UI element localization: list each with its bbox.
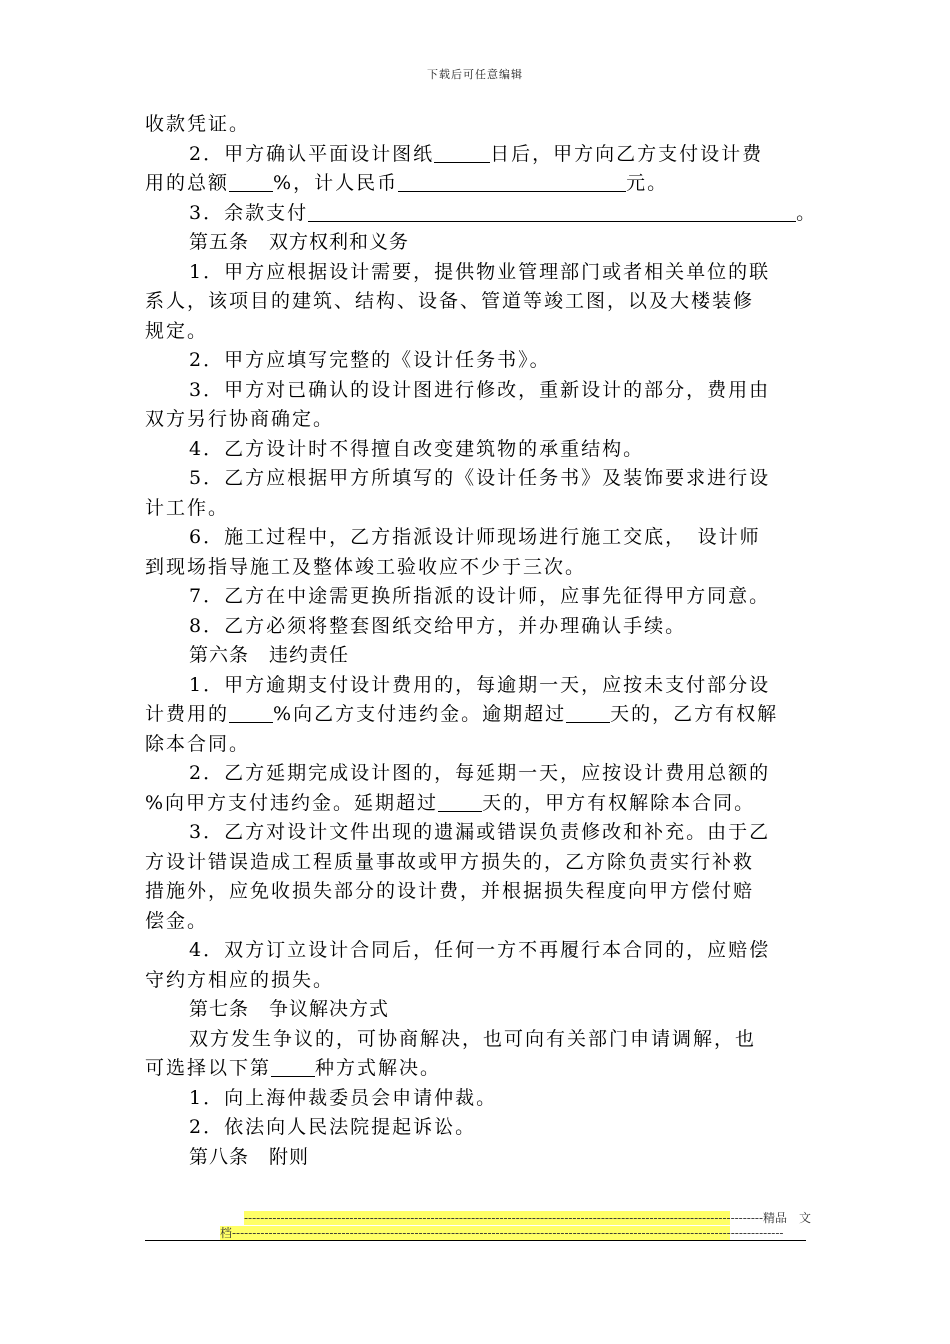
text-segment: 可选择以下第 bbox=[145, 1057, 272, 1079]
section-heading: 第八条 附则 bbox=[189, 1145, 310, 1168]
text-segment: 种方式解决。 bbox=[315, 1057, 442, 1079]
text-line: 措施外，应免收损失部分的设计费，并根据损失程度向甲方偿付赔 bbox=[145, 880, 755, 902]
text-line: 2．甲方应填写完整的《设计任务书》。 bbox=[189, 349, 551, 371]
section-heading: 第五条 双方权利和义务 bbox=[189, 231, 410, 253]
text-line bbox=[145, 1054, 810, 1084]
fill-blank[interactable] bbox=[434, 142, 490, 163]
text-segment: 。 bbox=[796, 201, 818, 224]
text-segment: 用的总额 bbox=[145, 172, 230, 194]
text-line: 1．甲方应根据设计需要，提供物业管理部门或者相关单位的联 bbox=[189, 260, 771, 283]
text-segment: 2．甲方确认平面设计图纸 bbox=[189, 142, 435, 165]
text-line: 1．向上海仲裁委员会申请仲裁。 bbox=[189, 1086, 498, 1109]
text-line: 4．乙方设计时不得擅自改变建筑物的承重结构。 bbox=[189, 437, 645, 460]
fill-blank[interactable] bbox=[229, 171, 273, 192]
document-body bbox=[145, 110, 818, 1172]
footer-banner-line: --------------------------------------------------------------------------------------------------------------------------------精品 文 bbox=[244, 1211, 812, 1225]
text-line: 2．依法向人民法院提起诉讼。 bbox=[189, 1116, 477, 1138]
text-line: 6．施工过程中，乙方指派设计师现场进行施工交底， 设计师 bbox=[189, 526, 761, 548]
text-segment: 天的，乙方有权解 bbox=[610, 703, 779, 725]
page-header: 下载后可任意编辑 bbox=[427, 68, 523, 81]
text-line: 到现场指导施工及整体竣工验收应不少于三次。 bbox=[145, 555, 587, 578]
text-line: 7．乙方在中途需更换所指派的设计师，应事先征得甲方同意。 bbox=[189, 585, 771, 607]
text-line: 5．乙方应根据甲方所填写的《设计任务书》及装饰要求进行设 bbox=[189, 467, 771, 489]
text-line: 双方发生争议的，可协商解决，也可向有关部门申请调解，也 bbox=[189, 1027, 757, 1050]
fill-blank[interactable] bbox=[566, 702, 610, 723]
text-line: 收款凭证。 bbox=[145, 113, 251, 135]
text-segment: 3．余款支付 bbox=[189, 201, 309, 224]
text-line: 4．双方订立设计合同后，任何一方不再履行本合同的，应赔偿 bbox=[189, 939, 771, 961]
text-line: 8．乙方必须将整套图纸交给甲方，并办理确认手续。 bbox=[189, 614, 687, 637]
text-segment: 计费用的 bbox=[145, 703, 230, 725]
text-segment: 日后，甲方向乙方支付设计费 bbox=[490, 142, 764, 165]
text-line: 偿金。 bbox=[145, 909, 209, 932]
text-line: 系人，该项目的建筑、结构、设备、管道等竣工图，以及大楼装修 bbox=[145, 290, 755, 312]
text-segment: %，计人民币 bbox=[273, 172, 399, 194]
text-line: 1．甲方逾期支付设计费用的，每逾期一天，应按未支付部分设 bbox=[189, 673, 771, 696]
text-segment: 元。 bbox=[626, 172, 669, 194]
text-segment: %向乙方支付违约金。逾期超过 bbox=[273, 703, 567, 725]
fill-blank[interactable] bbox=[229, 702, 273, 723]
text-segment: %向甲方支付违约金。延期超过 bbox=[145, 791, 439, 814]
text-segment: 天的，甲方有权解除本合同。 bbox=[482, 791, 756, 814]
text-line: 守约方相应的损失。 bbox=[145, 968, 335, 991]
fill-blank[interactable] bbox=[308, 201, 796, 222]
text-line: 3．乙方对设计文件出现的遗漏或错误负责修改和补充。由于乙 bbox=[189, 821, 771, 843]
section-heading: 第七条 争议解决方式 bbox=[189, 998, 390, 1020]
text-line: 3．甲方对已确认的设计图进行修改，重新设计的部分，费用由 bbox=[189, 378, 771, 401]
section-heading: 第六条 违约责任 bbox=[189, 644, 350, 666]
fill-blank[interactable] bbox=[398, 171, 626, 192]
text-line bbox=[145, 199, 818, 229]
text-line: 计工作。 bbox=[145, 496, 230, 519]
text-line: 2．乙方延期完成设计图的，每延期一天，应按设计费用总额的 bbox=[189, 762, 771, 784]
text-line bbox=[145, 789, 810, 819]
text-line bbox=[145, 700, 810, 730]
text-line: 规定。 bbox=[145, 319, 209, 342]
text-line bbox=[145, 140, 810, 170]
text-line: 双方另行协商确定。 bbox=[145, 408, 335, 430]
text-line: 方设计错误造成工程质量事故或甲方损失的，乙方除负责实行补救 bbox=[145, 850, 755, 873]
text-line bbox=[145, 169, 810, 199]
fill-blank[interactable] bbox=[438, 791, 482, 812]
footer-banner-line: 档---------------------------------------------------------------------------------------------------------------------------------------- bbox=[220, 1226, 784, 1240]
text-line: 除本合同。 bbox=[145, 732, 251, 755]
fill-blank[interactable] bbox=[271, 1056, 315, 1077]
footer-divider bbox=[145, 1240, 806, 1241]
